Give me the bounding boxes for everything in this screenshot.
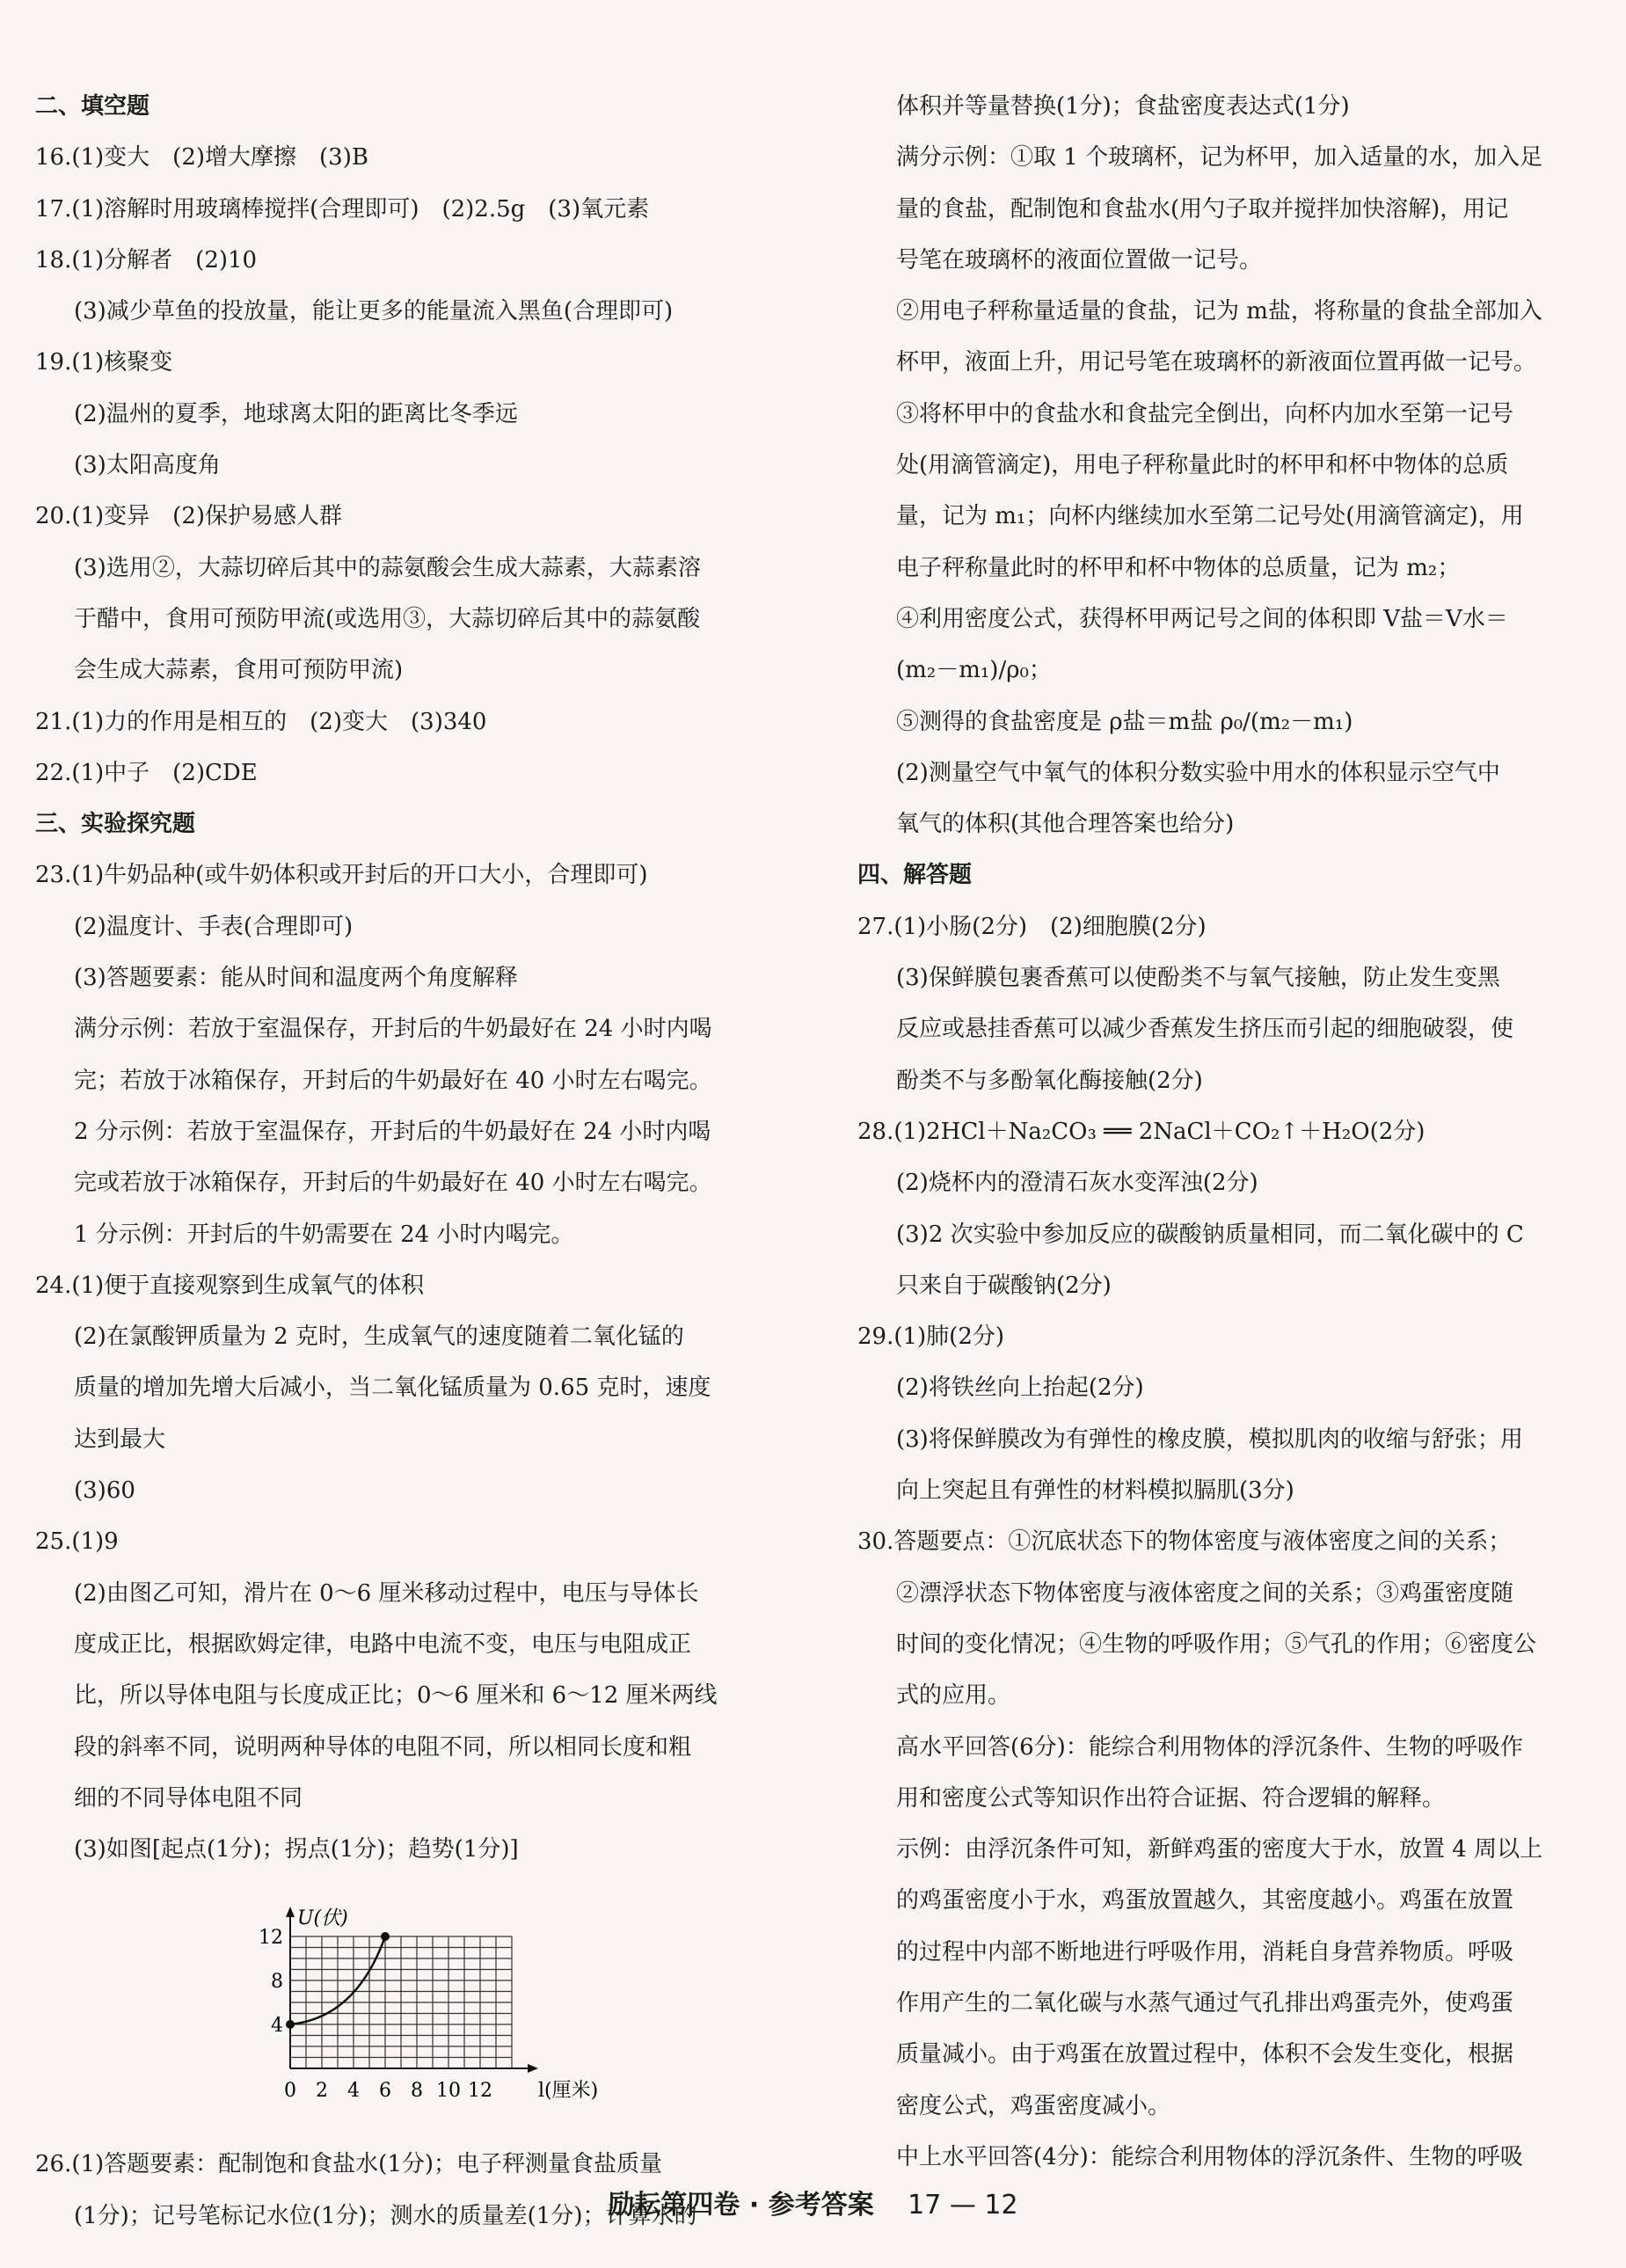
x-tick-label: 12 (468, 2080, 492, 2103)
section-heading: 四、解答题 (857, 862, 973, 889)
answer-line: (3)选用②，大蒜切碎后其中的蒜氨酸会生成大蒜素，大蒜素溶 (74, 554, 701, 581)
answer-line: 28.(1)2HCl＋Na₂CO₃ ══ 2NaCl＋CO₂↑＋H₂O(2分) (857, 1118, 1425, 1145)
answer-line: 氧气的体积(其他合理答案也给分) (896, 811, 1235, 838)
answer-line: 用和密度公式等知识作出符合证据、符合逻辑的解释。 (896, 1784, 1446, 1812)
answer-line: 1 分示例：开封后的牛奶需要在 24 小时内喝完。 (74, 1221, 574, 1248)
answer-line: (3)如图[起点(1分)；拐点(1分)；趋势(1分)] (74, 1836, 519, 1863)
answer-line: 中上水平回答(4分)：能综合利用物体的浮沉条件、生物的呼吸 (896, 2143, 1523, 2170)
answer-line: 体积并等量替换(1分)；食盐密度表达式(1分) (896, 93, 1350, 120)
answer-line: (3)60 (74, 1477, 135, 1505)
answer-line: 20.(1)变异 (2)保护易感人群 (35, 503, 343, 530)
answer-line: (3)太阳高度角 (74, 452, 221, 479)
answer-line: (3)保鲜膜包裹香蕉可以使酚类不与氧气接触，防止发生变黑 (896, 965, 1500, 992)
y-tick-label: 4 (271, 2015, 283, 2038)
answer-line: (2)温州的夏季，地球离太阳的距离比冬季远 (74, 400, 518, 427)
right-column (857, 81, 1561, 2183)
answer-line: (2)将铁丝向上抬起(2分) (896, 1375, 1144, 1402)
answer-line: 19.(1)核聚变 (35, 349, 173, 376)
answer-line: 21.(1)力的作用是相互的 (2)变大 (3)340 (35, 708, 487, 735)
answer-line: 作用产生的二氧化碳与水蒸气通过气孔排出鸡蛋壳外，使鸡蛋 (896, 1989, 1514, 2016)
x-axis-label: l(厘米) (538, 2080, 599, 2103)
answer-line: ②用电子秤称量适量的食盐，记为 m盐，将称量的食盐全部加入 (896, 298, 1542, 325)
answer-line: 26.(1)答题要素：配制饱和食盐水(1分)；电子秤测量食盐质量 (35, 2151, 663, 2178)
answer-line: 反应或悬挂香蕉可以减少香蕉发生挤压而引起的细胞破裂，使 (896, 1016, 1514, 1043)
answer-line: 于醋中，食用可预防甲流(或选用③，大蒜切碎后其中的蒜氨酸 (74, 605, 701, 632)
footer-title: 励耘第四卷 · 参考答案 (608, 2190, 874, 2221)
answer-line: 达到最大 (74, 1426, 166, 1453)
answer-line: (3)减少草鱼的投放量，能让更多的能量流入黑鱼(合理即可) (74, 298, 674, 325)
answer-line: 量的食盐，配制饱和食盐水(用勺子取并搅拌加快溶解)，用记 (896, 195, 1509, 222)
data-point (286, 2020, 295, 2029)
answer-line: (2)在氯酸钾质量为 2 克时，生成氧气的速度随着二氧化锰的 (74, 1324, 684, 1351)
answer-line: 电子秤称量此时的杯甲和杯中物体的总质量，记为 m₂； (896, 554, 1461, 581)
answer-line: 的过程中内部不断地进行呼吸作用，消耗自身营养物质。呼吸 (896, 1938, 1514, 1965)
x-tick-label: 10 (436, 2080, 461, 2103)
answer-line: 会生成大蒜素，食用可预防甲流) (74, 657, 404, 684)
x-tick-label: 6 (379, 2080, 391, 2103)
answer-line: 示例：由浮沉条件可知，新鲜鸡蛋的密度大于水，放置 4 周以上 (896, 1836, 1543, 1863)
answer-line: (3)将保鲜膜改为有弹性的橡皮膜，模拟肌肉的收缩与舒张；用 (896, 1426, 1523, 1453)
left-column (35, 81, 809, 2242)
answer-line: (3)答题要素：能从时间和温度两个角度解释 (74, 965, 518, 992)
answer-line: (2)温度计、手表(合理即可) (74, 913, 354, 940)
answer-line: 29.(1)肺(2分) (857, 1324, 1005, 1351)
answer-line: 段的斜率不同，说明两种导体的电阻不同，所以相同长度和粗 (74, 1733, 692, 1761)
x-tick-label: 0 (284, 2080, 296, 2103)
answer-line: (m₂－m₁)/ρ₀； (896, 657, 1052, 684)
voltage-length-graph (237, 1875, 809, 2139)
right-lines (857, 81, 1561, 2183)
answer-line: (2)测量空气中氧气的体积分数实验中用水的体积显示空气中 (896, 759, 1500, 786)
answer-line: 度成正比，根据欧姆定律，电路中电流不变，电压与电阻成正 (74, 1630, 692, 1658)
answer-line: (2)烧杯内的澄清石灰水变浑浊(2分) (896, 1170, 1258, 1197)
answer-line: 杯甲，液面上升，用记号笔在玻璃杯的新液面位置再做一记号。 (896, 349, 1537, 376)
answer-line: 质量的增加先增大后减小，当二氧化锰质量为 0.65 克时，速度 (74, 1375, 711, 1402)
y-axis-arrow (286, 1907, 295, 1917)
answer-line: (3)2 次实验中参加反应的碳酸钠质量相同，而二氧化碳中的 C (896, 1221, 1524, 1248)
y-axis-label: U(伏) (297, 1907, 348, 1930)
y-tick-label: 8 (271, 1971, 283, 1994)
answer-line: 满分示例：若放于室温保存，开封后的牛奶最好在 24 小时内喝 (74, 1016, 712, 1043)
answer-line: ③将杯甲中的食盐水和食盐完全倒出，向杯内加水至第一记号 (896, 400, 1514, 427)
answer-line: 质量减小。由于鸡蛋在放置过程中，体积不会发生变化，根据 (896, 2041, 1514, 2068)
answer-line: ②漂浮状态下物体密度与液体密度之间的关系；③鸡蛋密度随 (896, 1579, 1514, 1607)
answer-line: (2)由图乙可知，滑片在 0～6 厘米移动过程中，电压与导体长 (74, 1579, 699, 1607)
answer-line: 酚类不与多酚氧化酶接触(2分) (896, 1067, 1203, 1094)
x-tick-label: 8 (411, 2080, 423, 2103)
answer-line: 比，所以导体电阻与长度成正比；0～6 厘米和 6～12 厘米两线 (74, 1682, 718, 1710)
y-tick-label: 12 (259, 1927, 283, 1950)
answer-line: 16.(1)变大 (2)增大摩擦 (3)B (35, 144, 368, 171)
data-point (381, 1932, 390, 1941)
answer-line: 25.(1)9 (35, 1528, 119, 1556)
answer-line: (1分)；记号笔标记水位(1分)；测水的质量差(1分)；计算水的 (74, 2202, 697, 2229)
answer-line: 24.(1)便于直接观察到生成氧气的体积 (35, 1272, 425, 1299)
section-heading: 二、填空题 (35, 93, 150, 120)
graph-svg (237, 1875, 607, 2139)
x-axis-arrow (528, 2064, 538, 2073)
answer-line: 式的应用。 (896, 1682, 1011, 1710)
page-footer (0, 2183, 1626, 2221)
answer-line: 27.(1)小肠(2分) (2)细胞膜(2分) (857, 913, 1207, 940)
answer-line: 23.(1)牛奶品种(或牛奶体积或开封后的开口大小，合理即可) (35, 862, 648, 889)
answer-line: 完；若放于冰箱保存，开封后的牛奶最好在 40 小时左右喝完。 (74, 1067, 712, 1094)
answer-line: 向上突起且有弹性的材料模拟膈肌(3分) (896, 1477, 1294, 1505)
answer-line: 18.(1)分解者 (2)10 (35, 246, 258, 273)
answer-line: 细的不同导体电阻不同 (74, 1784, 303, 1812)
answer-line: 处(用滴管滴定)，用电子秤称量此时的杯甲和杯中物体的总质 (896, 452, 1509, 479)
answer-line: 满分示例：①取 1 个玻璃杯，记为杯甲，加入适量的水，加入足 (896, 144, 1543, 171)
x-tick-label: 2 (316, 2080, 328, 2103)
answer-line: 2 分示例：若放于室温保存，开封后的牛奶最好在 24 小时内喝 (74, 1118, 711, 1145)
answer-line: 完或若放于冰箱保存，开封后的牛奶最好在 40 小时左右喝完。 (74, 1170, 712, 1197)
answer-line: 高水平回答(6分)：能综合利用物体的浮沉条件、生物的呼吸作 (896, 1733, 1523, 1761)
answer-line: 17.(1)溶解时用玻璃棒搅拌(合理即可) (2)2.5g (3)氧元素 (35, 195, 650, 222)
x-tick-label: 4 (347, 2080, 360, 2103)
answer-line: 30.答题要点：①沉底状态下的物体密度与液体密度之间的关系； (857, 1528, 1512, 1556)
answer-line: 号笔在玻璃杯的液面位置做一记号。 (896, 246, 1263, 273)
answer-line: 量，记为 m₁；向杯内继续加水至第二记号处(用滴管滴定)，用 (896, 503, 1524, 530)
section-heading: 三、实验探究题 (35, 811, 196, 838)
answer-line: 时间的变化情况；④生物的呼吸作用；⑤气孔的作用；⑥密度公 (896, 1630, 1537, 1658)
answer-line: 的鸡蛋密度小于水，鸡蛋放置越久，其密度越小。鸡蛋在放置 (896, 1887, 1514, 1914)
answer-line: 22.(1)中子 (2)CDE (35, 759, 258, 786)
page-number: 17 — 12 (908, 2190, 1018, 2221)
answer-line: ④利用密度公式，获得杯甲两记号之间的体积即 V盐＝V水＝ (896, 605, 1508, 632)
left-lines (35, 81, 809, 1875)
answer-line: 密度公式，鸡蛋密度减小。 (896, 2092, 1171, 2119)
answer-line: 只来自于碳酸钠(2分) (896, 1272, 1112, 1299)
answer-line: ⑤测得的食盐密度是 ρ盐＝m盐 ρ₀/(m₂－m₁) (896, 708, 1353, 735)
